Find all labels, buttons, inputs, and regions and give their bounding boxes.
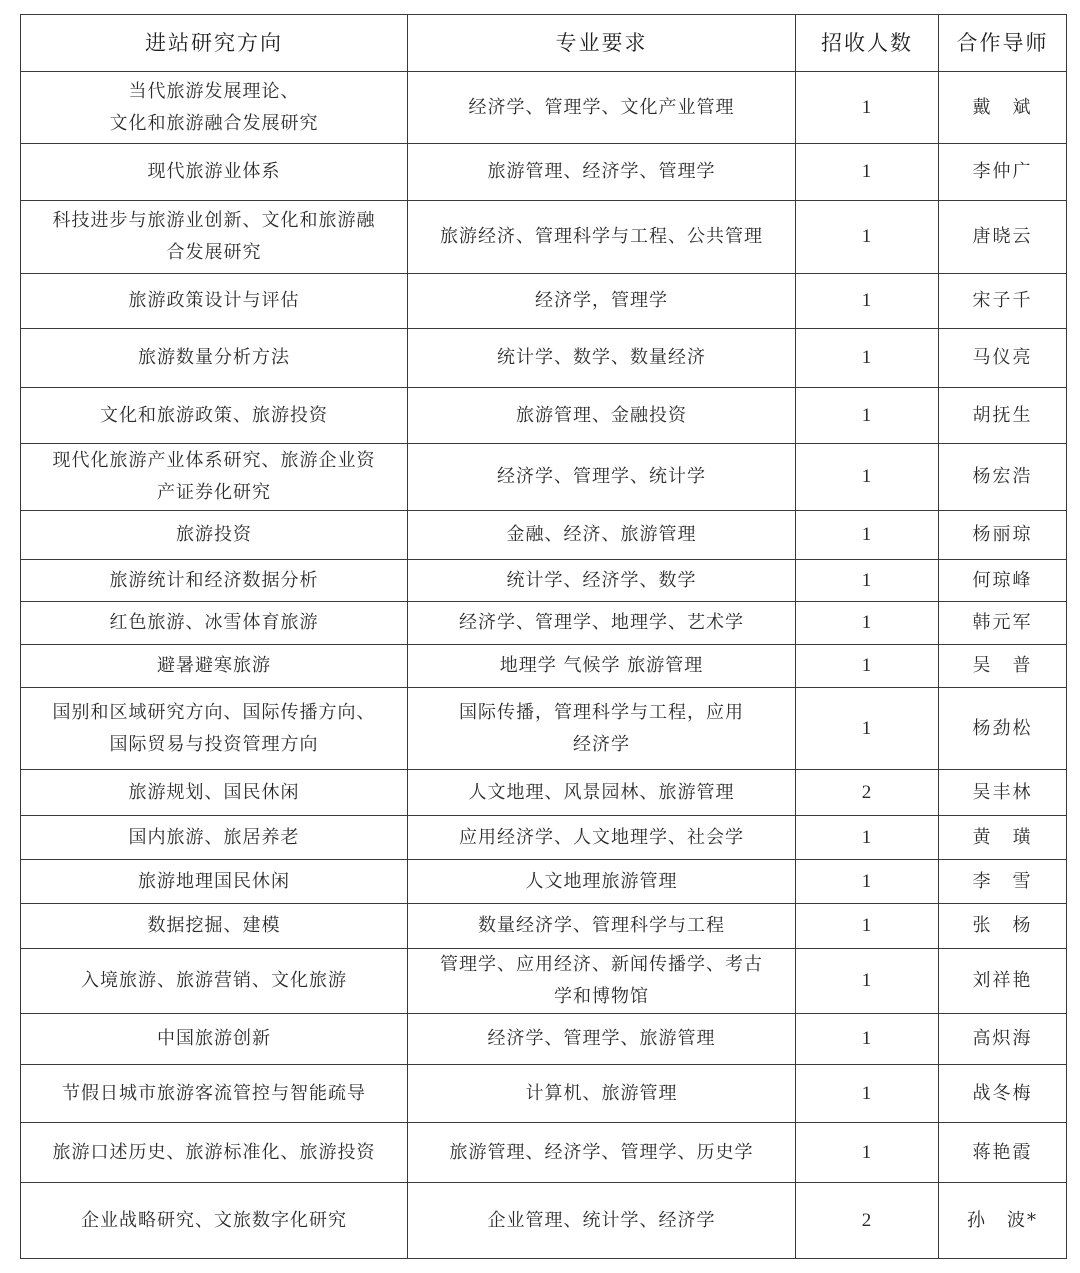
major-cell-text: 应用经济学、人文地理学、社会学: [459, 826, 744, 848]
count-cell-text: 1: [861, 1141, 873, 1163]
mentor-cell-text: 吴丰林: [972, 781, 1033, 803]
major-cell: [408, 72, 796, 144]
count-cell: [796, 602, 939, 645]
table-row: [21, 511, 1067, 560]
table-body: [21, 72, 1067, 1259]
table-row: [21, 444, 1067, 511]
major-cell-text: 人文地理、风景园林、旅游管理: [468, 781, 735, 803]
table-row: [21, 949, 1067, 1014]
mentor-cell-text: 高炽海: [972, 1028, 1033, 1049]
mentor-cell: [939, 770, 1067, 816]
mentor-cell: [939, 688, 1067, 770]
major-cell: [408, 444, 796, 511]
major-cell: [408, 1065, 796, 1123]
count-cell: [796, 770, 939, 816]
major-cell: [408, 560, 796, 602]
mentor-cell-text: 杨宏浩: [972, 466, 1033, 487]
direction-cell-text: 旅游规划、国民休闲: [128, 781, 300, 803]
table-row: [21, 904, 1067, 949]
mentor-cell: [939, 645, 1067, 688]
table-row: [21, 860, 1067, 904]
count-cell: [796, 201, 939, 274]
count-cell-text: 1: [861, 569, 873, 591]
count-cell-text: 1: [861, 915, 873, 936]
mentor-cell: [939, 949, 1067, 1014]
count-cell: [796, 329, 939, 388]
direction-cell: [21, 444, 408, 511]
table-row: [21, 770, 1067, 816]
recruitment-table-container: [20, 14, 1066, 1259]
count-cell: [796, 1065, 939, 1123]
direction-cell-text: 避暑避寒旅游: [157, 655, 271, 676]
count-cell-text: 1: [861, 612, 873, 633]
count-cell-text: 1: [861, 970, 873, 991]
major-cell-text: 经济学，管理学: [535, 290, 668, 311]
mentor-cell: [939, 72, 1067, 144]
major-cell-text: 地理学 气候学 旅游管理: [499, 655, 704, 676]
count-cell-text: 1: [861, 290, 873, 311]
direction-cell-text: 科技进步与旅游业创新、文化和旅游融 合发展研究: [52, 210, 376, 263]
direction-cell-text: 中国旅游创新: [157, 1028, 271, 1049]
table-row: [21, 388, 1067, 444]
major-cell: [408, 770, 796, 816]
major-cell: [408, 1014, 796, 1065]
count-cell-text: 2: [861, 1209, 873, 1231]
count-cell: [796, 860, 939, 904]
direction-cell: [21, 688, 408, 770]
major-cell: [408, 645, 796, 688]
count-cell: [796, 511, 939, 560]
count-cell-text: 1: [861, 1028, 873, 1049]
major-cell: [408, 1183, 796, 1259]
major-cell: [408, 904, 796, 949]
direction-cell: [21, 560, 408, 602]
header-direction: 进站研究方向: [21, 15, 408, 72]
count-cell-text: 1: [861, 404, 873, 426]
mentor-cell: [939, 1123, 1067, 1183]
table-row: [21, 1065, 1067, 1123]
table-row: [21, 816, 1067, 860]
mentor-cell-text: 唐晓云: [972, 226, 1033, 247]
mentor-cell: [939, 329, 1067, 388]
direction-cell: [21, 274, 408, 329]
major-cell: [408, 949, 796, 1014]
direction-cell-text: 节假日城市旅游客流管控与智能疏导: [62, 1082, 366, 1104]
count-cell: [796, 688, 939, 770]
count-cell: [796, 1014, 939, 1065]
count-cell-text: 1: [861, 1082, 873, 1104]
mentor-cell: [939, 1065, 1067, 1123]
count-cell: [796, 645, 939, 688]
direction-cell-text: 国别和区域研究方向、国际传播方向、 国际贸易与投资管理方向: [52, 701, 376, 755]
mentor-cell: [939, 1014, 1067, 1065]
mentor-cell: [939, 904, 1067, 949]
major-cell: [408, 511, 796, 560]
direction-cell: [21, 1123, 408, 1183]
direction-cell-text: 现代化旅游产业体系研究、旅游企业资 产证券化研究: [52, 450, 376, 503]
count-cell: [796, 560, 939, 602]
table-row: [21, 602, 1067, 645]
major-cell-text: 旅游经济、管理科学与工程、公共管理: [440, 226, 763, 247]
mentor-cell-text: 宋子千: [972, 290, 1033, 311]
table-row: [21, 688, 1067, 770]
major-cell: [408, 329, 796, 388]
major-cell: [408, 860, 796, 904]
count-cell-text: 1: [861, 466, 873, 487]
table-row: [21, 144, 1067, 201]
count-cell-text: 1: [861, 717, 873, 739]
mentor-cell-text: 马仪亮: [972, 347, 1033, 368]
major-cell-text: 计算机、旅游管理: [525, 1082, 678, 1104]
major-cell-text: 经济学、管理学、地理学、艺术学: [459, 612, 744, 633]
mentor-cell: [939, 201, 1067, 274]
mentor-cell-text: 戴 斌: [972, 96, 1033, 118]
direction-cell: [21, 860, 408, 904]
count-cell: [796, 1123, 939, 1183]
direction-cell: [21, 144, 408, 201]
count-cell-text: 1: [861, 347, 873, 368]
mentor-cell-text: 刘祥艳: [972, 970, 1033, 991]
direction-cell-text: 旅游政策设计与评估: [128, 290, 300, 311]
direction-cell-text: 旅游统计和经济数据分析: [109, 569, 319, 591]
direction-cell: [21, 1065, 408, 1123]
mentor-cell-text: 胡抚生: [972, 404, 1033, 426]
count-cell: [796, 444, 939, 511]
major-cell-text: 金融、经济、旅游管理: [506, 524, 697, 545]
count-cell-text: 1: [861, 161, 873, 182]
major-cell-text: 经济学、管理学、文化产业管理: [468, 96, 735, 118]
mentor-cell: [939, 816, 1067, 860]
direction-cell-text: 当代旅游发展理论、 文化和旅游融合发展研究: [109, 80, 319, 134]
major-cell-text: 统计学、数学、数量经济: [497, 347, 706, 368]
mentor-cell: [939, 274, 1067, 329]
count-cell-text: 1: [861, 826, 873, 848]
direction-cell: [21, 1183, 408, 1259]
table-row: [21, 1183, 1067, 1259]
direction-cell-text: 文化和旅游政策、旅游投资: [100, 404, 328, 426]
mentor-cell: [939, 560, 1067, 602]
direction-cell-text: 旅游口述历史、旅游标准化、旅游投资: [52, 1141, 376, 1163]
major-cell-text: 旅游管理、经济学、管理学、历史学: [449, 1141, 754, 1163]
major-cell-text: 经济学、管理学、统计学: [497, 466, 706, 487]
major-cell: [408, 1123, 796, 1183]
mentor-cell-text: 张 杨: [972, 915, 1033, 936]
major-cell-text: 旅游管理、金融投资: [516, 404, 687, 426]
major-cell: [408, 144, 796, 201]
mentor-cell-text: 孙 波*: [967, 1209, 1038, 1231]
direction-cell-text: 国内旅游、旅居养老: [128, 826, 300, 848]
count-cell: [796, 1183, 939, 1259]
count-cell-text: 1: [861, 226, 873, 247]
count-cell: [796, 274, 939, 329]
header-count: 招收人数: [796, 15, 939, 72]
major-cell-text: 国际传播，管理科学与工程，应用 经济学: [459, 701, 744, 755]
mentor-cell-text: 战冬梅: [972, 1082, 1033, 1104]
direction-cell-text: 旅游数量分析方法: [138, 347, 290, 368]
table-row: [21, 1014, 1067, 1065]
count-cell: [796, 904, 939, 949]
direction-cell-text: 旅游地理国民休闲: [138, 870, 290, 892]
direction-cell: [21, 329, 408, 388]
mentor-cell-text: 蒋艳霞: [972, 1141, 1033, 1163]
major-cell-text: 人文地理旅游管理: [525, 870, 678, 892]
mentor-cell: [939, 1183, 1067, 1259]
major-cell-text: 数量经济学、管理科学与工程: [478, 915, 725, 936]
count-cell-text: 1: [861, 96, 873, 118]
direction-cell: [21, 645, 408, 688]
major-cell: [408, 201, 796, 274]
mentor-cell-text: 吴 普: [972, 655, 1033, 676]
direction-cell: [21, 770, 408, 816]
mentor-cell-text: 杨丽琼: [972, 524, 1033, 545]
recruitment-table: [20, 14, 1067, 1259]
direction-cell: [21, 904, 408, 949]
direction-cell: [21, 602, 408, 645]
direction-cell: [21, 949, 408, 1014]
major-cell-text: 企业管理、统计学、经济学: [487, 1209, 716, 1231]
mentor-cell-text: 韩元军: [972, 612, 1033, 633]
major-cell: [408, 602, 796, 645]
table-row: [21, 201, 1067, 274]
mentor-cell: [939, 602, 1067, 645]
mentor-cell: [939, 511, 1067, 560]
table-row: [21, 329, 1067, 388]
count-cell: [796, 144, 939, 201]
major-cell-text: 经济学、管理学、旅游管理: [487, 1028, 716, 1049]
mentor-cell: [939, 388, 1067, 444]
header-row: [21, 15, 1067, 72]
mentor-cell: [939, 444, 1067, 511]
direction-cell-text: 旅游投资: [176, 524, 252, 545]
count-cell: [796, 388, 939, 444]
direction-cell: [21, 72, 408, 144]
major-cell: [408, 816, 796, 860]
major-cell-text: 旅游管理、经济学、管理学: [487, 161, 716, 182]
header-mentor: 合作导师: [939, 15, 1067, 72]
mentor-cell-text: 李 雪: [972, 870, 1033, 892]
direction-cell-text: 企业战略研究、文旅数字化研究: [81, 1209, 347, 1231]
table-row: [21, 72, 1067, 144]
direction-cell: [21, 388, 408, 444]
mentor-cell: [939, 144, 1067, 201]
direction-cell-text: 入境旅游、旅游营销、文化旅游: [81, 970, 347, 991]
major-cell: [408, 388, 796, 444]
count-cell-text: 1: [861, 870, 873, 892]
mentor-cell-text: 杨劲松: [972, 717, 1033, 739]
major-cell: [408, 274, 796, 329]
major-cell: [408, 688, 796, 770]
count-cell: [796, 72, 939, 144]
mentor-cell-text: 李仲广: [972, 161, 1033, 182]
mentor-cell-text: 何琼峰: [972, 569, 1033, 591]
count-cell-text: 1: [861, 524, 873, 545]
count-cell-text: 1: [861, 655, 873, 676]
count-cell: [796, 816, 939, 860]
direction-cell: [21, 511, 408, 560]
header-major: 专业要求: [408, 15, 796, 72]
direction-cell-text: 现代旅游业体系: [147, 161, 281, 182]
table-row: [21, 1123, 1067, 1183]
major-cell-text: 统计学、经济学、数学: [506, 569, 697, 591]
mentor-cell-text: 黄 璜: [972, 826, 1033, 848]
table-row: [21, 274, 1067, 329]
mentor-cell: [939, 860, 1067, 904]
count-cell-text: 2: [861, 781, 873, 803]
table-row: [21, 560, 1067, 602]
table-row: [21, 645, 1067, 688]
count-cell: [796, 949, 939, 1014]
major-cell-text: 管理学、应用经济、新闻传播学、考古 学和博物馆: [440, 954, 763, 1007]
direction-cell-text: 数据挖掘、建模: [147, 915, 281, 936]
direction-cell-text: 红色旅游、冰雪体育旅游: [109, 612, 319, 633]
direction-cell: [21, 816, 408, 860]
direction-cell: [21, 1014, 408, 1065]
direction-cell: [21, 201, 408, 274]
